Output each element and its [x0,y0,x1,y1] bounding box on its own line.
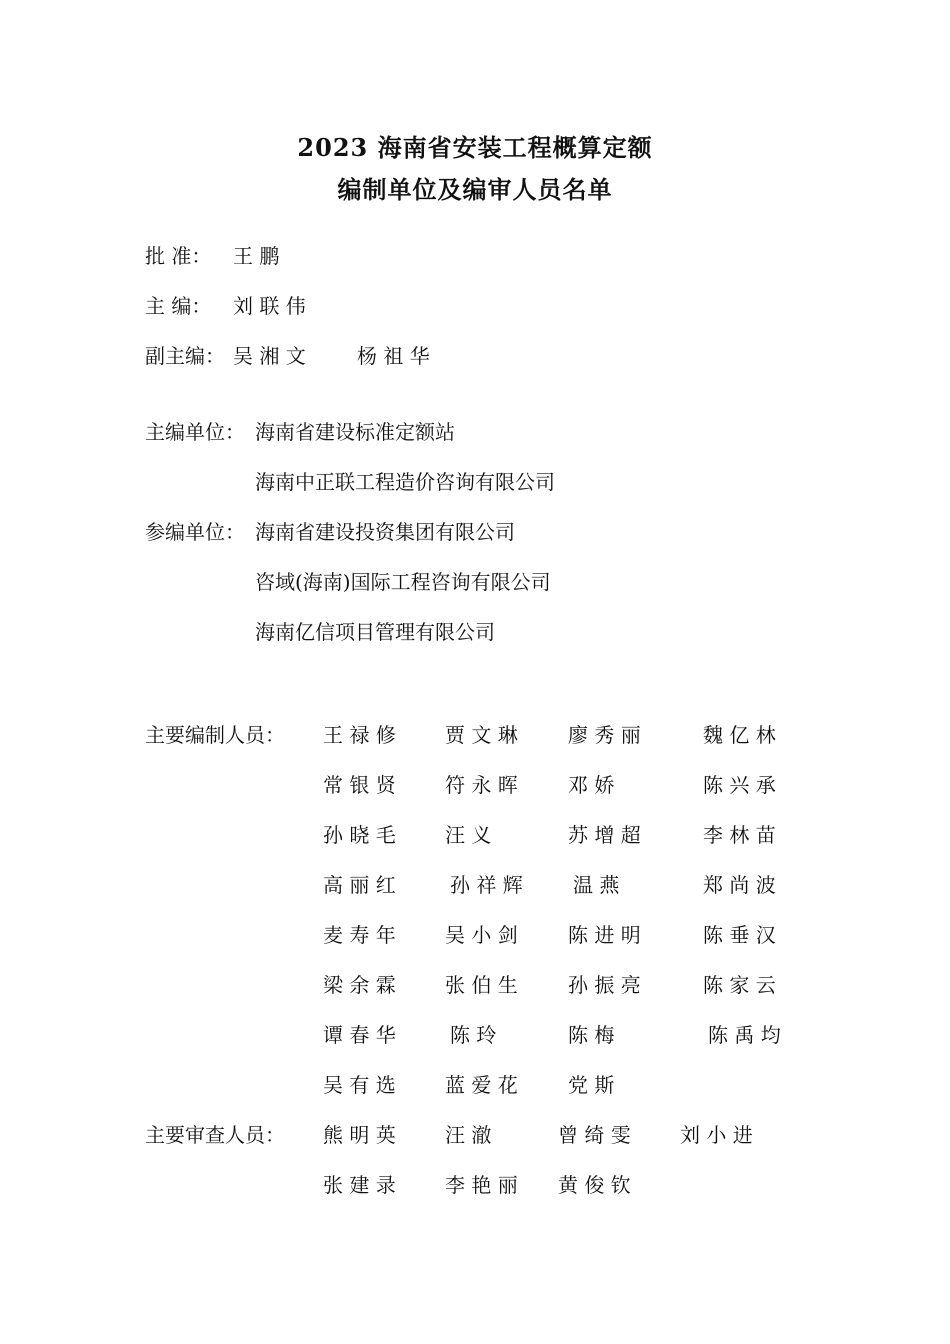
deputy-editor-label: 副主编： [145,344,225,368]
main-staff-name: 苏 增 超 [568,823,641,847]
approve-label: 批 准： [145,244,212,268]
main-staff-name: 党 斯 [568,1073,615,1097]
main-staff-name: 蓝 爱 花 [445,1073,518,1097]
main-staff-name: 吴 小 剑 [445,923,518,947]
main-staff-name: 汪 义 [445,823,492,847]
main-staff-name: 符 永 晖 [445,773,518,797]
main-staff-name: 廖 秀 丽 [568,723,641,747]
review-staff-name: 曾 绮 雯 [558,1123,631,1147]
review-staff-name: 李 艳 丽 [445,1173,518,1197]
main-staff-name: 温 燕 [573,873,620,897]
main-staff-name: 孙 振 亮 [568,973,641,997]
review-staff-label: 主要审查人员： [145,1123,285,1147]
main-staff-name: 陈 垂 汉 [703,923,776,947]
main-staff-name: 陈 家 云 [703,973,776,997]
main-staff-name: 陈 玲 [450,1023,497,1047]
chief-units-label: 主编单位： [145,420,245,444]
deputy-editor-name-1: 吴 湘 文 [233,344,306,368]
main-staff-name: 孙 祥 辉 [450,873,523,897]
participating-unit-2: 咨域(海南)国际工程咨询有限公司 [255,570,551,594]
review-staff-name: 张 建 录 [323,1173,396,1197]
review-staff-name: 刘 小 进 [680,1123,753,1147]
main-staff-label: 主要编制人员： [145,723,285,747]
document-title-line-2: 编制单位及编审人员名单 [337,175,613,204]
chief-unit-2: 海南中正联工程造价咨询有限公司 [255,470,555,494]
main-staff-name: 吴 有 选 [323,1073,396,1097]
main-staff-name: 陈 进 明 [568,923,641,947]
main-staff-name: 高 丽 红 [323,873,396,897]
main-staff-name: 郑 尚 波 [703,873,776,897]
document-title-line-1: 2023 海南省安装工程概算定额 [297,133,653,162]
participating-unit-3: 海南亿信项目管理有限公司 [255,620,495,644]
chief-editor-label: 主 编： [145,294,212,318]
main-staff-name: 麦 寿 年 [323,923,396,947]
participating-unit-1: 海南省建设投资集团有限公司 [255,520,515,544]
approve-name: 王 鹏 [233,244,280,268]
main-staff-name: 王 禄 修 [323,723,396,747]
main-staff-name: 贾 文 琳 [445,723,518,747]
main-staff-name: 陈 禹 均 [708,1023,781,1047]
main-staff-name: 陈 梅 [568,1023,615,1047]
participating-units-label: 参编单位： [145,520,245,544]
deputy-editor-name-2: 杨 祖 华 [357,344,430,368]
main-staff-name: 陈 兴 承 [703,773,776,797]
main-staff-name: 常 银 贤 [323,773,396,797]
main-staff-name: 梁 余 霖 [323,973,396,997]
review-staff-name: 黄 俊 钦 [558,1173,631,1197]
main-staff-name: 邓 娇 [568,773,615,797]
main-staff-name: 李 林 苗 [703,823,776,847]
main-staff-name: 魏 亿 林 [703,723,776,747]
main-staff-name: 张 伯 生 [445,973,518,997]
main-staff-name: 谭 春 华 [323,1023,396,1047]
review-staff-name: 熊 明 英 [323,1123,396,1147]
chief-editor-name: 刘 联 伟 [233,294,306,318]
main-staff-name: 孙 晓 毛 [323,823,396,847]
review-staff-name: 汪 澈 [445,1123,492,1147]
chief-unit-1: 海南省建设标准定额站 [255,420,455,444]
